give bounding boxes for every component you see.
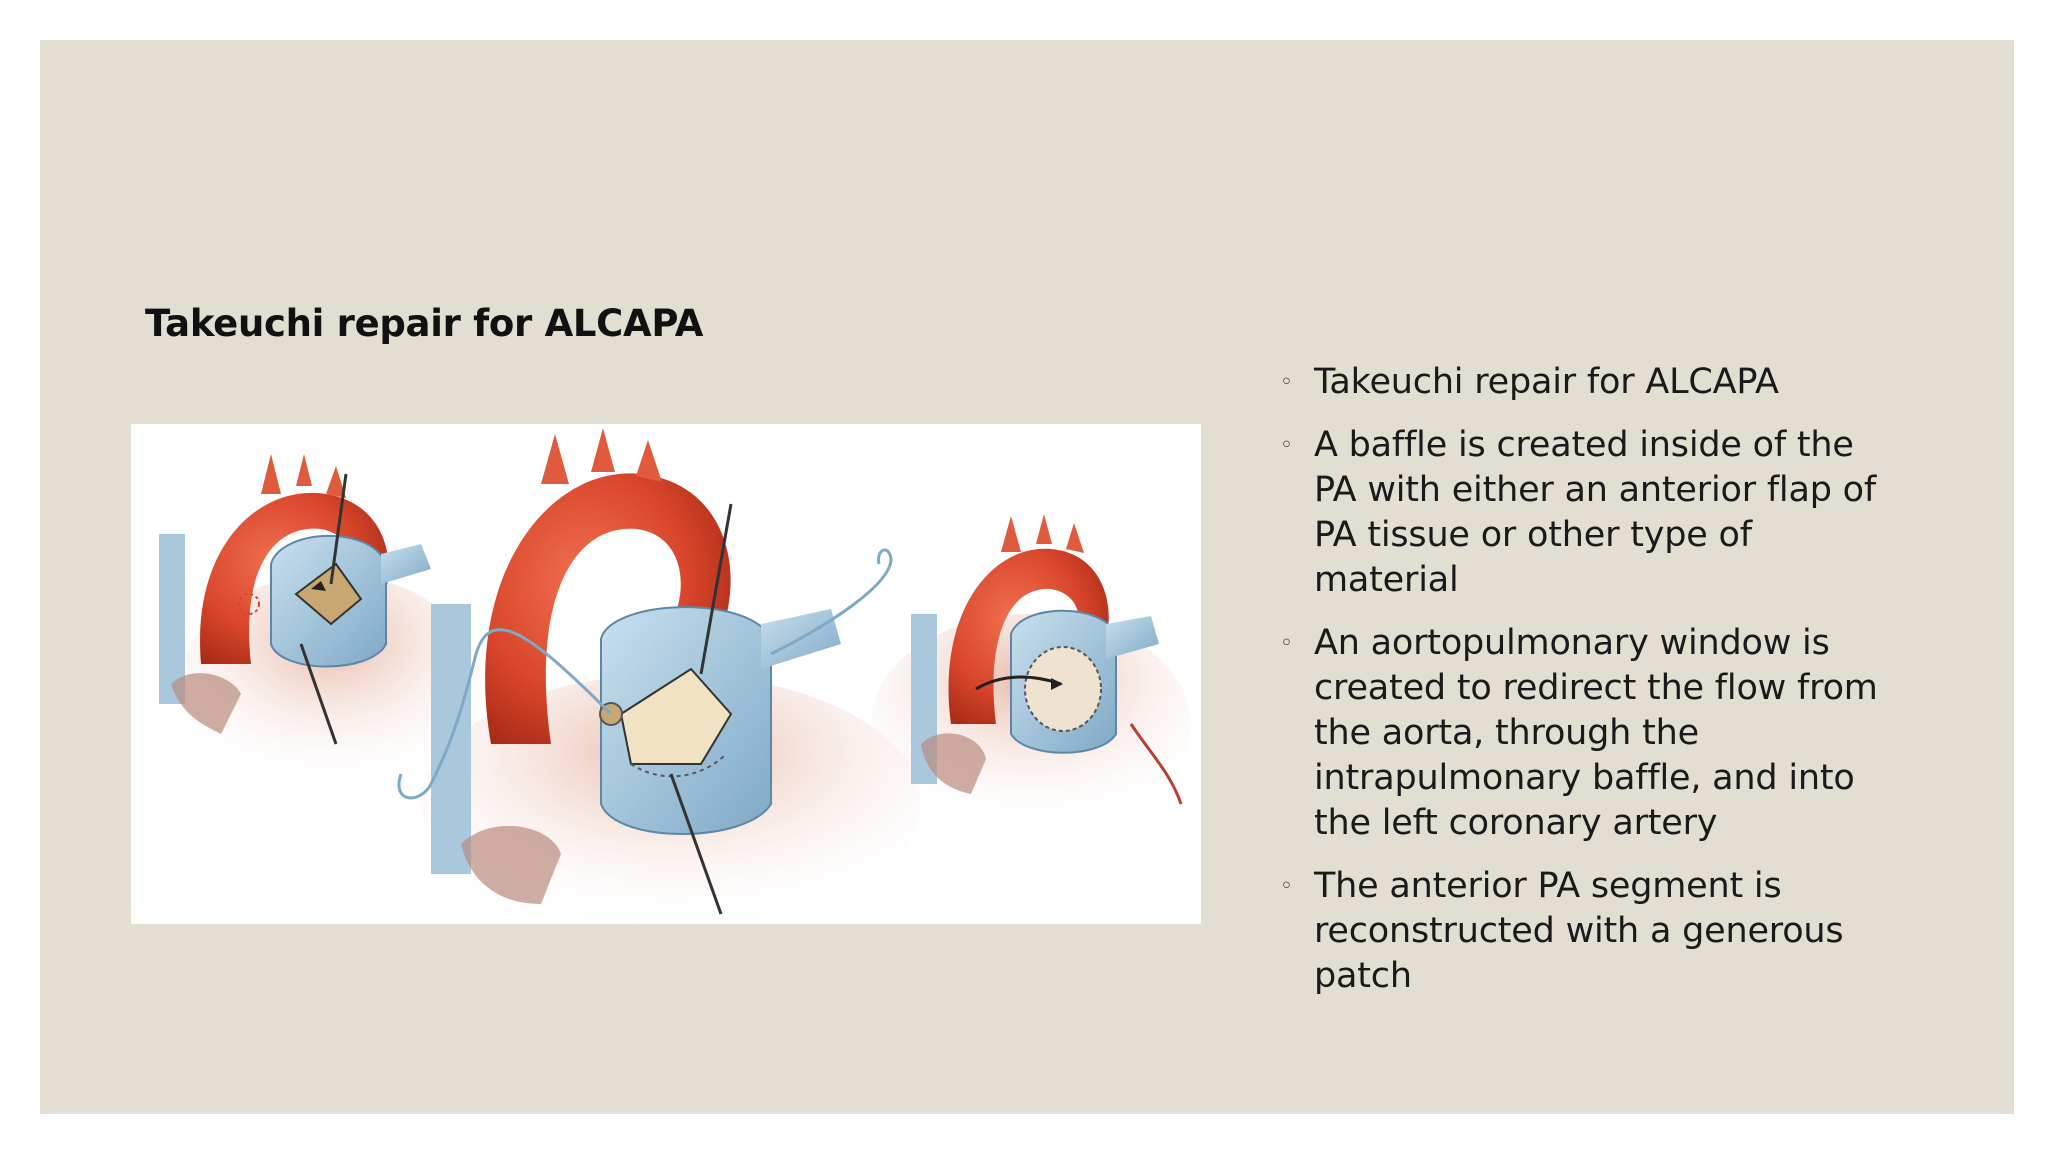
bullet-item — [1280, 621, 1880, 846]
bullet-item — [1280, 864, 1880, 999]
surgical-illustration — [131, 424, 1201, 924]
slide — [40, 40, 2014, 1114]
bullet-item — [1280, 423, 1880, 603]
panel-right-illustration — [871, 514, 1191, 834]
image-caption: Takeuchi repair for ALCAPA — [145, 302, 704, 345]
bullet-item — [1280, 360, 1880, 405]
bullet-marker-icon: ◦ — [1280, 370, 1293, 395]
bullet-text: An aortopulmonary window is created to redirect the flow from the aorta, through the intrapulmonary baffle, and into the left coronary artery — [1314, 623, 1878, 843]
bullet-marker-icon: ◦ — [1280, 874, 1293, 899]
bullet-marker-icon: ◦ — [1280, 433, 1293, 458]
bullet-marker-icon: ◦ — [1280, 631, 1293, 656]
bullet-text: A baffle is created inside of the PA with either an anterior flap of PA tissue or other type of material — [1314, 425, 1876, 600]
bullet-list — [1280, 360, 1880, 1017]
bullet-text: Takeuchi repair for ALCAPA — [1314, 362, 1779, 402]
bullet-text: The anterior PA segment is reconstructed with a generous patch — [1314, 866, 1844, 996]
